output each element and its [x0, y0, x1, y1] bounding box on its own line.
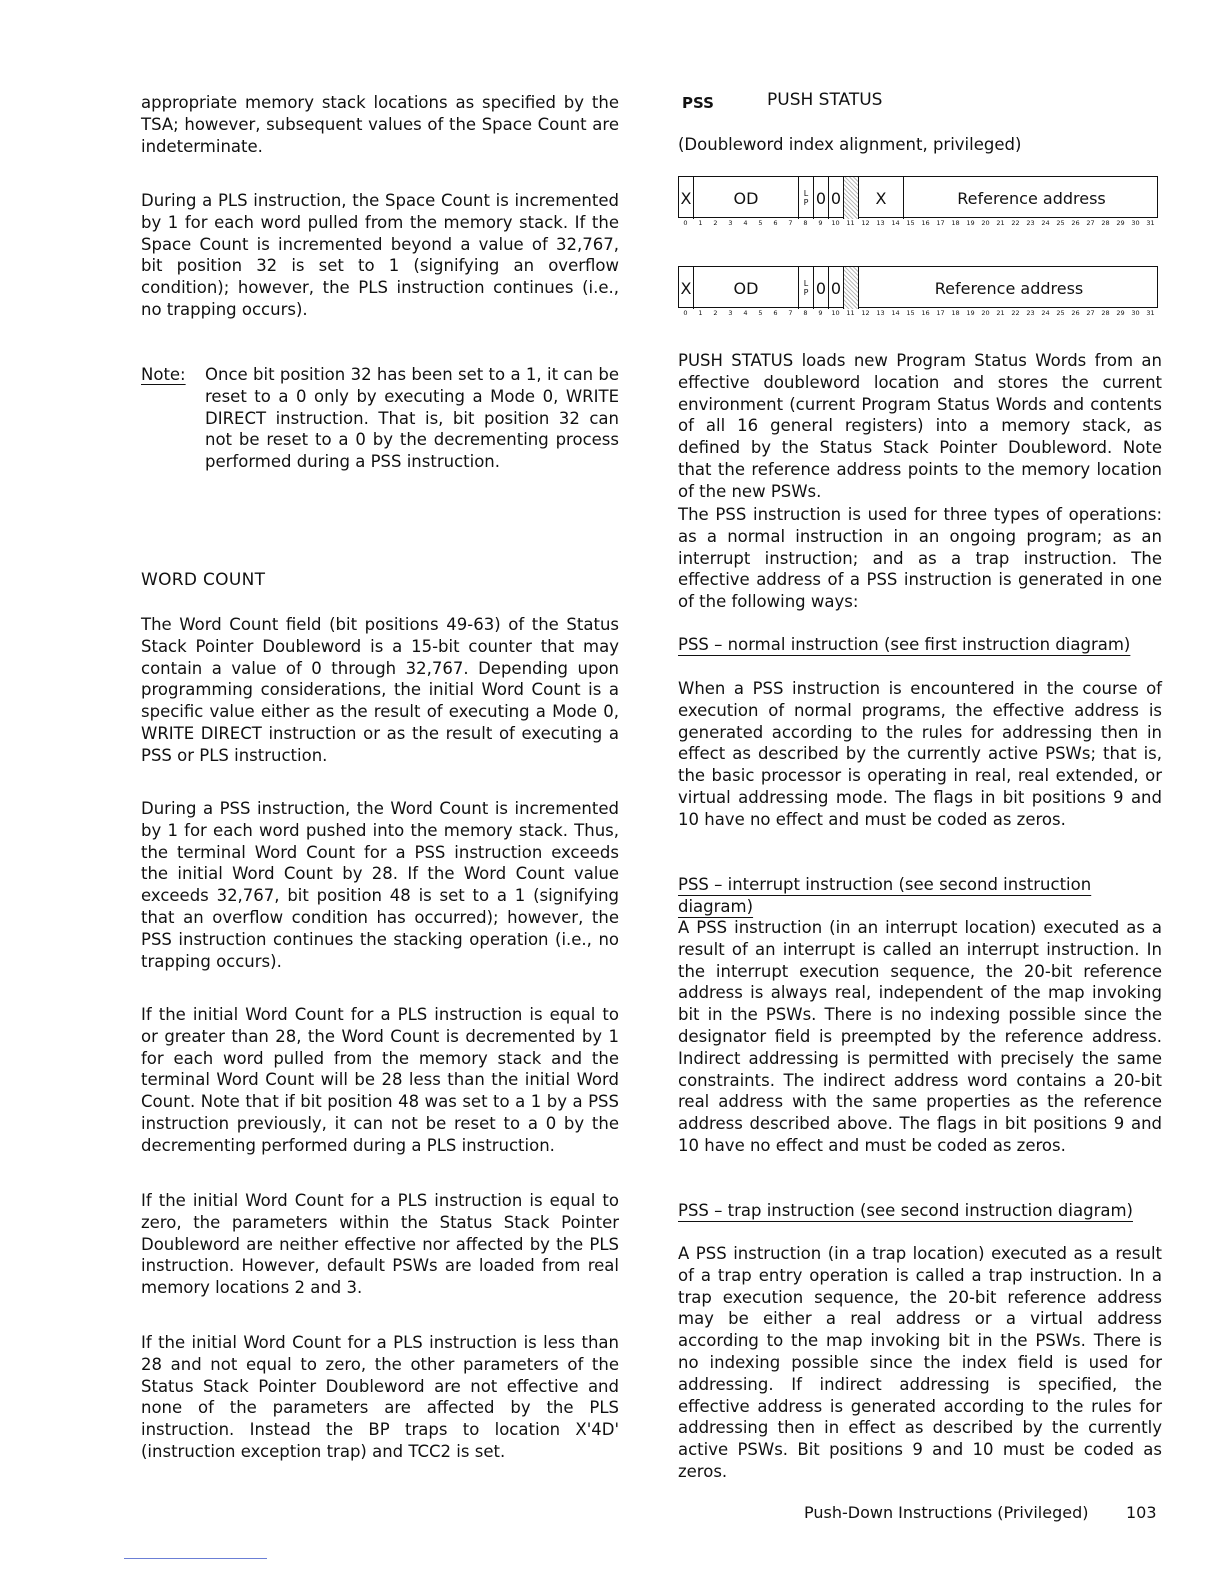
lp-field: L P	[799, 177, 814, 219]
flag-bit-9: 0	[814, 267, 829, 309]
shaded-bit-11	[844, 267, 859, 309]
subheading-normal-instruction: PSS – normal instruction (see first instruction diagram)	[678, 635, 1131, 654]
paragraph-space-count-pls: During a PLS instruction, the Space Count is incremented by 1 for each word pulled from the memory stack. If the Space Count is incremented beyond a value of 32,767, bit position 32 is set to 1 (signifying an overflow condition); however, the PLS instruction continues (i.e., no trapping occurs).	[141, 191, 619, 319]
indirect-bit-field: X	[679, 177, 694, 219]
paragraph-push-status-description: PUSH STATUS loads new Program Status Words from an effective doubleword location and stores the current environment (current Program Status Words and contents of all 16 general registers) into a memory stack, as defined by the Status Stack Pointer Doubleword. Note that the reference address points to the memory location of the new PSWs.	[678, 351, 1162, 501]
paragraph-word-count-field: The Word Count field (bit positions 49-63) of the Status Stack Pointer Doubleword is a 15-bit counter that may contain a value of 0 through 32,767. Depending upon programming considerations, the initial Word Count is a specific value either as the result of executing a Mode 0, WRITE DIRECT instruction or as the result of executing a PSS or PLS instruction.	[141, 615, 619, 765]
note-text: Once bit position 32 has been set to a 1, it can be reset to a 0 only by executing a Mode 0, WRITE DIRECT instruction. That is, bit position 32 can not be reset to a 0 by the decrementing process performed during a PSS instruction.	[205, 365, 619, 472]
instruction-title: PUSH STATUS	[767, 90, 883, 110]
page-number: 103	[1126, 1503, 1157, 1522]
instruction-format-diagram-1	[678, 176, 1160, 226]
bit-number-scale: 0 1 2 3 4 5 6 7 8 9 10 11 12 13 14 15 16 17 18 19 20 21 22 23 24 25 26 27 28 29 30 31	[683, 219, 1155, 227]
margin-rule	[124, 1558, 267, 1559]
opcode-field: OD	[694, 177, 799, 219]
paragraph-normal-instruction: When a PSS instruction is encountered in the course of execution of normal programs, the effective address is generated according to the rules for addressing then in effect as described by the currently active PSWs; that is, the basic processor is operating in real, real extended, or virtual addressing mode. The flags in bit positions 9 and 10 have no effect and must be coded as zeros.	[678, 679, 1162, 829]
flag-bit-10: 0	[829, 267, 844, 309]
paragraph-word-count-pls-lt28: If the initial Word Count for a PLS instruction is less than 28 and not equal to zero, the other parameters of the Status Stack Pointer Doubleword are not effective and none of the parameters are affected by the PLS instruction. Instead the BP traps to location X'4D' (instruction exception trap) and TCC2 is set.	[141, 1333, 619, 1461]
reference-address-field: Reference address	[934, 278, 1084, 298]
paragraph-word-count-pls-zero: If the initial Word Count for a PLS instruction is equal to zero, the parameters within the Status Stack Pointer Doubleword are neither effective nor affected by the PLS instruction. However, default PSWs are loaded from real memory locations 2 and 3.	[141, 1191, 619, 1298]
shaded-bit-11	[844, 177, 859, 219]
subheading-interrupt-instruction: PSS – interrupt instruction (see second instruction diagram)	[678, 875, 1092, 916]
note-block	[141, 364, 619, 474]
paragraph-trap-instruction: A PSS instruction (in a trap location) executed as a result of a trap entry operation is called a trap instruction. In a trap execution sequence, the 20-bit reference address may be either a real address or a virtual address according to the map invoking bit in the PSWs. There is no indexing possible since the index field is used for addressing. If indirect addressing is specified, the effective address is generated according to the rules for addressing then in effect as described by the currently active PSWs. Bit positions 9 and 10 must be coded as zeros.	[678, 1244, 1162, 1481]
lp-field: L P	[799, 267, 814, 309]
instruction-mnemonic: PSS	[682, 94, 714, 112]
paragraph-interrupt-instruction: A PSS instruction (in an interrupt location) executed as a result of an interrupt is called an interrupt instruction. In the interrupt execution sequence, the 20-bit reference address is always real, independent of the map invoking bit in the PSWs. There is no indexing possible since the designator field is preempted by the reference address. Indirect addressing is permitted with precisely the same constraints. The indirect address word contains a 20-bit real address with the same properties as the reference address described above. The flags in bit positions 9 and 10 have no effect and must be coded as zeros.	[678, 918, 1162, 1155]
flag-bit-9: 0	[814, 177, 829, 219]
paragraph-word-count-pls-ge28: If the initial Word Count for a PLS instruction is equal to or greater than 28, the Word Count is decremented by 1 for each word pulled from the memory stack and the terminal Word Count will be 28 less than the initial Word Count. Note that if bit position 48 was set to a 1 by a PSS instruction previously, it can not be reset to a 0 by the decrementing performed during a PLS instruction.	[141, 1005, 619, 1155]
diagram-frame	[678, 266, 1158, 308]
paragraph-operation-types: The PSS instruction is used for three types of operations: as a normal instruction in an ongoing program; as an interrupt instruction; and as a trap instruction. The effective address of a PSS instruction is generated in one of the following ways:	[678, 505, 1162, 612]
paragraph-space-count-tail: appropriate memory stack locations as specified by the TSA; however, subsequent values of the Space Count are indeterminate.	[141, 93, 619, 156]
section-heading-word-count: WORD COUNT	[141, 570, 266, 590]
indirect-bit-field: X	[679, 267, 694, 309]
note-label: Note:	[141, 365, 186, 384]
instruction-format-diagram-2	[678, 266, 1160, 316]
index-field: X	[859, 177, 904, 219]
footer-section-title: Push-Down Instructions (Privileged)	[804, 1503, 1089, 1522]
paragraph-word-count-pss: During a PSS instruction, the Word Count is incremented by 1 for each word pushed into the memory stack. Thus, the terminal Word Count for a PSS instruction exceeds the initial Word Count by 28. If the Word Count value exceeds 32,767, bit position 48 is set to a 1 (signifying that an overflow condition has occurred); however, the PSS instruction continues the stacking operation (i.e., no trapping occurs).	[141, 799, 619, 971]
subheading-trap-instruction: PSS – trap instruction (see second instruction diagram)	[678, 1201, 1133, 1220]
flag-bit-10: 0	[829, 177, 844, 219]
reference-address-field: Reference address	[957, 188, 1106, 208]
opcode-field: OD	[694, 267, 799, 309]
diagram-frame	[678, 176, 1158, 218]
bit-number-scale: 0 1 2 3 4 5 6 7 8 9 10 11 12 13 14 15 16 17 18 19 20 21 22 23 24 25 26 27 28 29 30 31	[683, 309, 1155, 317]
alignment-note: (Doubleword index alignment, privileged)	[678, 135, 1022, 154]
